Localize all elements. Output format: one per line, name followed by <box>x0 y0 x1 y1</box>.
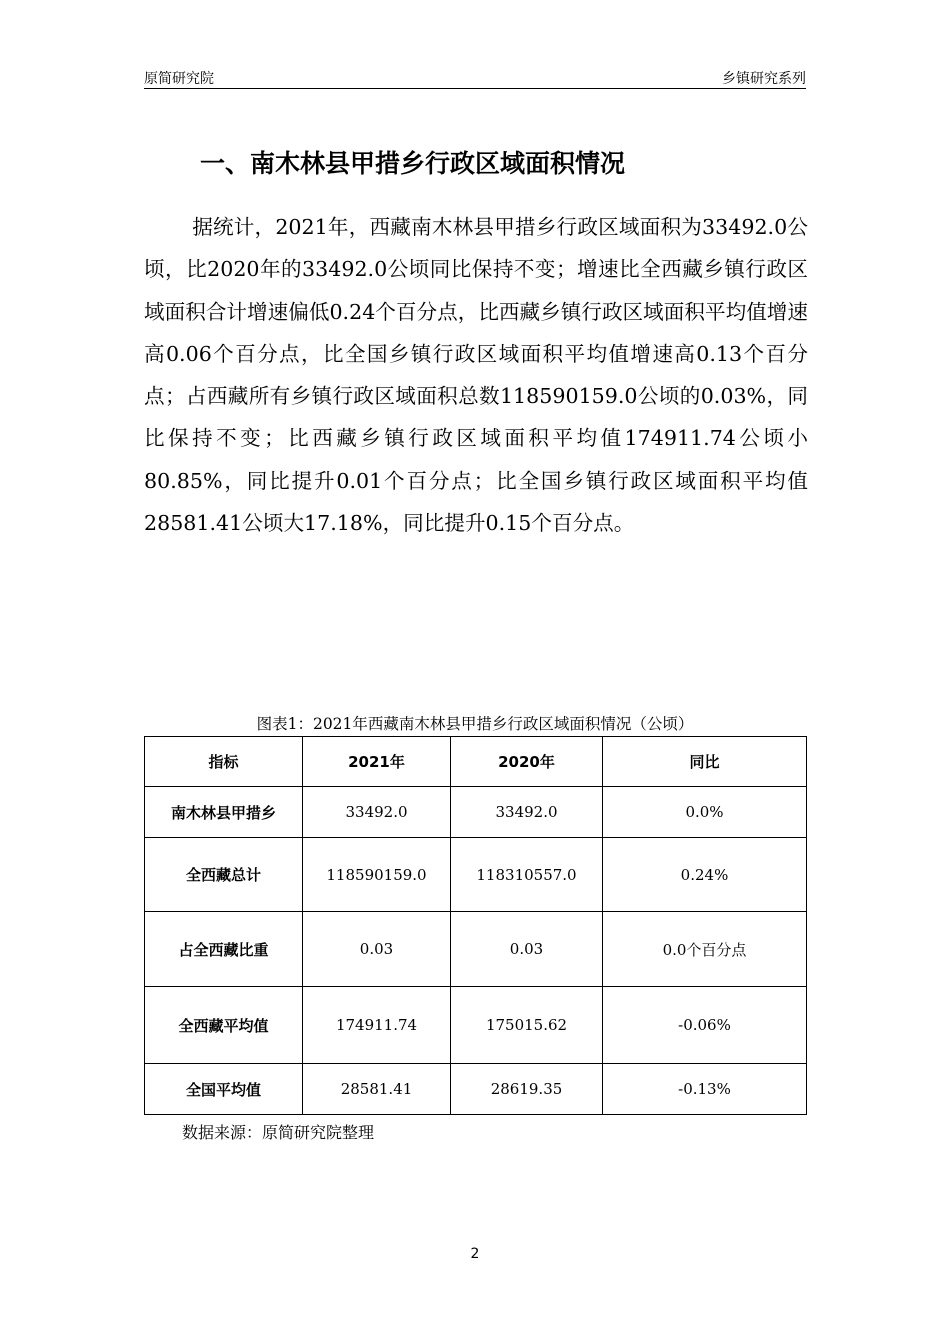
table-cell: 174911.74 <box>303 987 451 1064</box>
table-header-cell: 指标 <box>145 737 303 787</box>
table-row <box>145 838 807 912</box>
table-cell: 0.0个百分点 <box>603 912 807 987</box>
table-cell: 28619.35 <box>451 1064 603 1115</box>
page-header <box>144 66 806 89</box>
row-label: 全西藏平均值 <box>145 987 303 1064</box>
table-header-cell: 同比 <box>603 737 807 787</box>
table-cell: 118590159.0 <box>303 838 451 912</box>
header-org: 原简研究院 <box>144 71 214 87</box>
table-row <box>145 987 807 1064</box>
table-cell: 33492.0 <box>303 787 451 838</box>
table-header-cell: 2020年 <box>451 737 603 787</box>
table-header-cell: 2021年 <box>303 737 451 787</box>
table-caption: 图表1：2021年西藏南木林县甲措乡行政区域面积情况（公顷） <box>256 715 694 733</box>
table-cell: 0.24% <box>603 838 807 912</box>
area-table <box>144 736 807 1115</box>
table-cell: 0.0% <box>603 787 807 838</box>
table-cell: 0.03 <box>451 912 603 987</box>
row-label: 全国平均值 <box>145 1064 303 1115</box>
header-series: 乡镇研究系列 <box>722 71 806 87</box>
table-cell: 0.03 <box>303 912 451 987</box>
table-header-row <box>145 737 807 787</box>
table-cell: 33492.0 <box>451 787 603 838</box>
row-label: 占全西藏比重 <box>145 912 303 987</box>
table-cell: 28581.41 <box>303 1064 451 1115</box>
table-row <box>145 787 807 838</box>
row-label: 全西藏总计 <box>145 838 303 912</box>
body-paragraph <box>144 206 808 544</box>
page-number: 2 <box>470 1246 480 1262</box>
table-row <box>145 912 807 987</box>
table-row <box>145 1064 807 1115</box>
table-cell: 175015.62 <box>451 987 603 1064</box>
row-label: 南木林县甲措乡 <box>145 787 303 838</box>
data-source-note: 数据来源：原简研究院整理 <box>182 1123 375 1142</box>
body-paragraph-text: 据统计，2021年，西藏南木林县甲措乡行政区域面积为33492.0公顷，比2020年的33492.0公顷同比保持不变；增速比全西藏乡镇行政区域面积合计增速偏低0.24个百分点，比西藏乡镇行政区域面积平均值增速高0.06个百分点，比全国乡镇行政区域面积平均值增速高0.13个百分点；占西藏所有乡镇行政区域面积总数118590159.0公顷的0.03%，同比保持不变；比西藏乡镇行政区域面积平均值174911.74公顷小80.85%，同比提升0.01个百分点；比全国乡镇行政区域面积平均值28581.41公顷大17.18%，同比提升0.15个百分点。 <box>144 215 808 536</box>
table-cell: -0.13% <box>603 1064 807 1115</box>
table-cell: 118310557.0 <box>451 838 603 912</box>
section-title: 一、南木林县甲措乡行政区域面积情况 <box>200 149 626 178</box>
table-cell: -0.06% <box>603 987 807 1064</box>
